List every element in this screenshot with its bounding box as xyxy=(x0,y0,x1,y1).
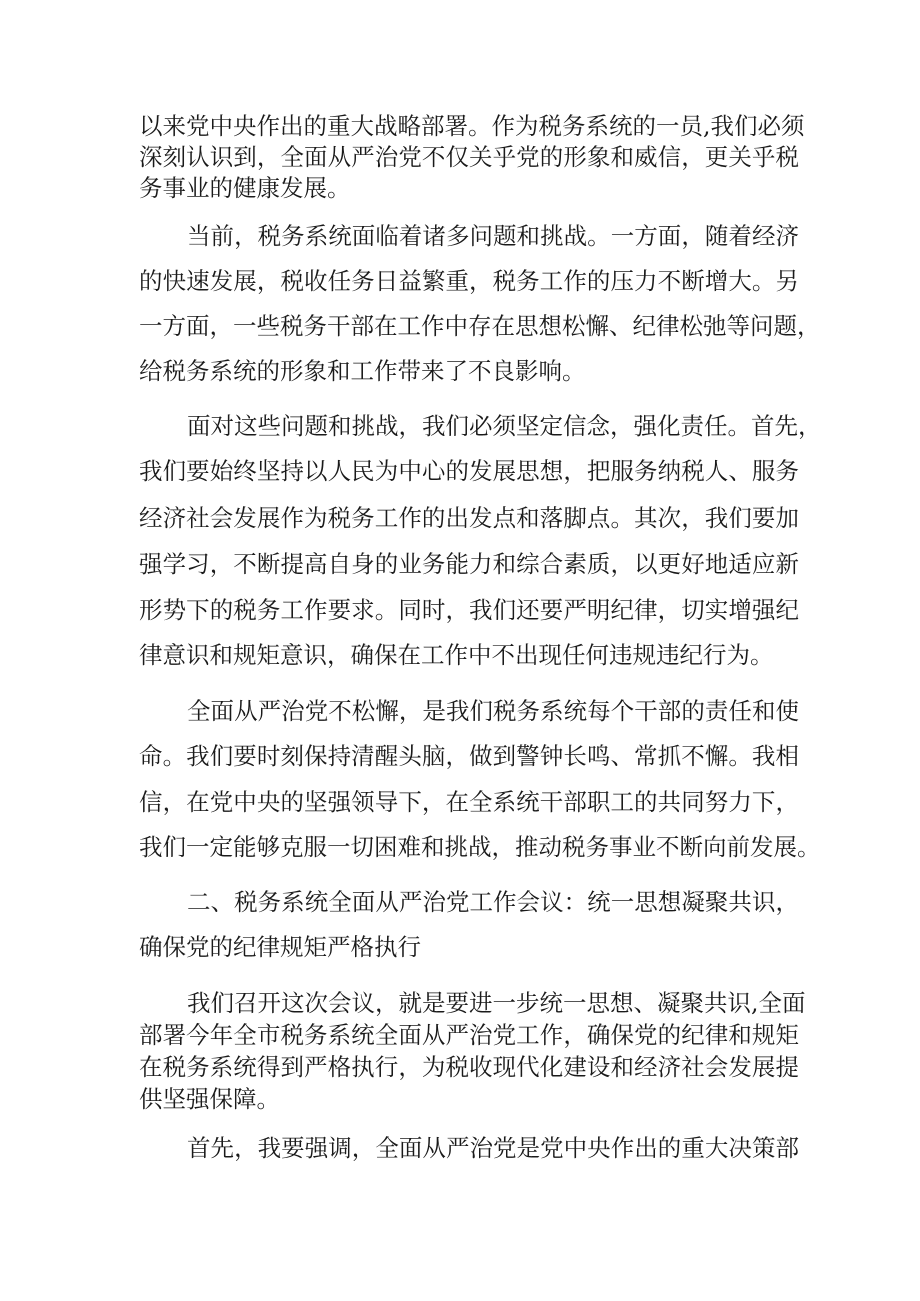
section-heading: 确保党的纪律规矩严格执行 xyxy=(139,933,421,961)
section-heading: 二、税务系统全面从严治党工作会议：统一思想凝聚共识， xyxy=(187,888,799,916)
text-line: 首先，我要强调，全面从严治党是党中央作出的重大决策部 xyxy=(187,1134,799,1162)
text-line: 强学习，不断提高自身的业务能力和综合素质，以更好地适应新 xyxy=(139,550,799,578)
text-line: 部署今年全市税务系统全面从严治党工作，确保党的纪律和规矩 xyxy=(139,1021,799,1049)
text-line: 务事业的健康发展。 xyxy=(139,174,351,202)
text-line: 深刻认识到，全面从严治党不仅关乎党的形象和威信，更关乎税 xyxy=(139,143,799,171)
text-line: 的快速发展，税收任务日益繁重，税务工作的压力不断增大。另 xyxy=(139,267,799,295)
text-line: 给税务系统的形象和工作带来了不良影响。 xyxy=(139,357,586,385)
text-line: 信，在党中央的坚强领导下，在全系统干部职工的共同努力下， xyxy=(139,788,799,816)
text-line: 我们一定能够克服一切困难和挑战，推动税务事业不断向前发展。 xyxy=(139,833,821,861)
text-line: 形势下的税务工作要求。同时，我们还要严明纪律，切实增强纪 xyxy=(139,596,799,624)
text-line: 面对这些问题和挑战，我们必须坚定信念，强化责任。首先， xyxy=(187,412,822,440)
text-line: 律意识和规矩意识，确保在工作中不出现任何违规违纪行为。 xyxy=(139,641,774,669)
text-line: 以来党中央作出的重大战略部署。作为税务系统的一员,我们必须 xyxy=(139,112,805,140)
text-line: 命。我们要时刻保持清醒头脑，做到警钟长鸣、常抓不懈。我相 xyxy=(139,742,799,770)
text-line: 供坚强保障。 xyxy=(139,1085,280,1113)
text-line: 全面从严治党不松懈，是我们税务系统每个干部的责任和使 xyxy=(187,697,799,725)
text-line: 一方面，一些税务干部在工作中存在思想松懈、纪律松弛等问题， xyxy=(139,312,821,340)
text-line: 我们要始终坚持以人民为中心的发展思想，把服务纳税人、服务 xyxy=(139,457,799,485)
text-line: 经济社会发展作为税务工作的出发点和落脚点。其次，我们要加 xyxy=(139,504,799,532)
text-line: 当前，税务系统面临着诸多问题和挑战。一方面，随着经济 xyxy=(187,222,799,250)
text-line: 在税务系统得到严格执行，为税收现代化建设和经济社会发展提 xyxy=(139,1053,799,1081)
text-line: 我们召开这次会议，就是要进一步统一思想、凝聚共识,全面 xyxy=(187,989,806,1017)
